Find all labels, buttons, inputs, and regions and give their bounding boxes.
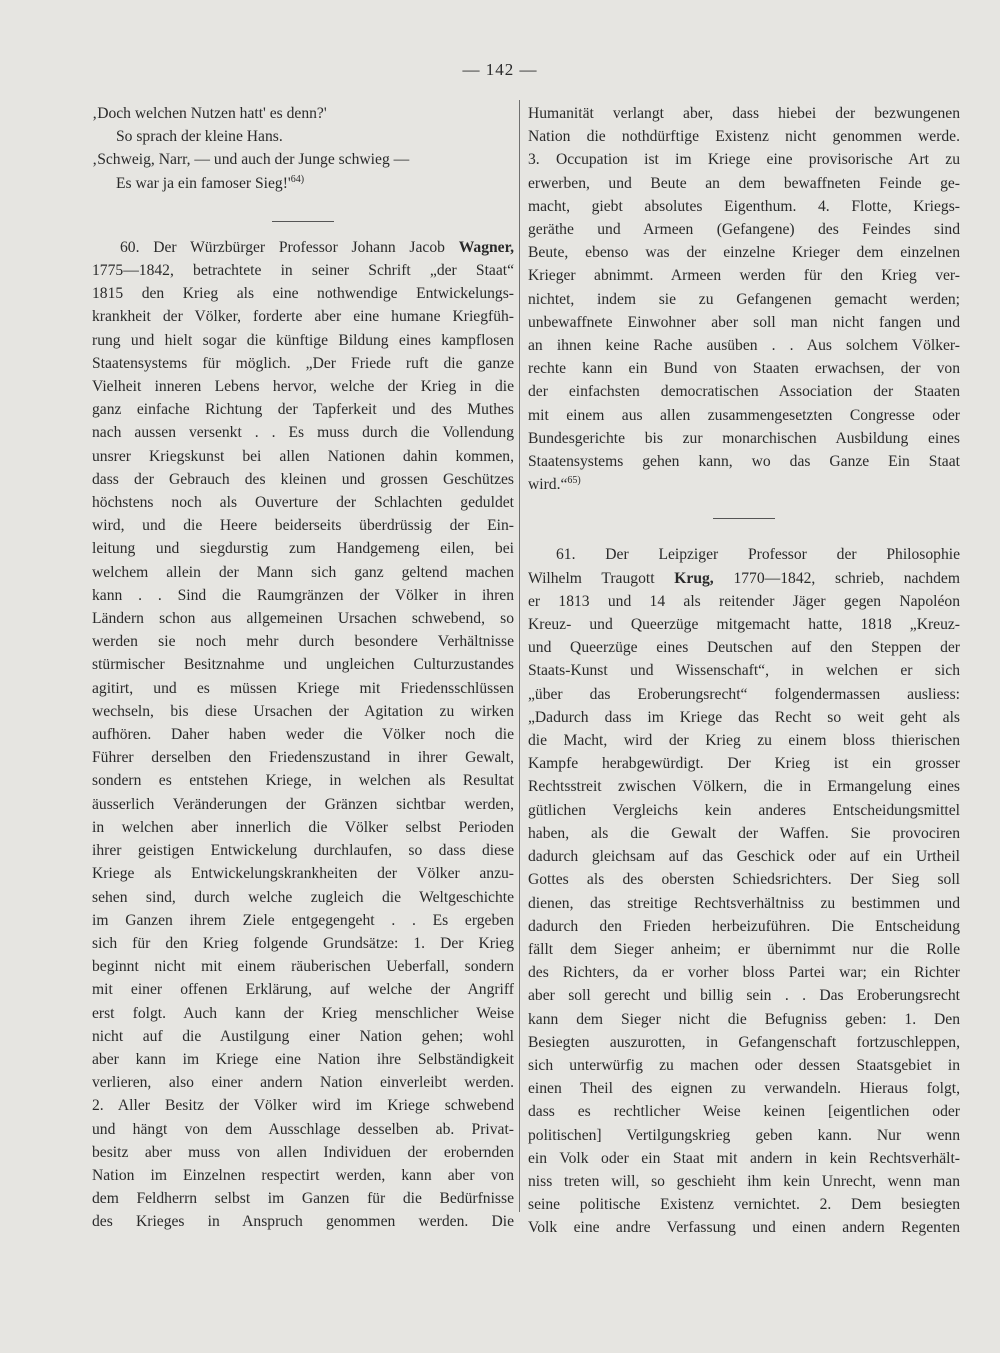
paragraph-line: 3. Occupation ist im Kriege eine provisorische Art zu (528, 151, 960, 169)
paragraph-line: krankheit der Völker, forderte aber eine humane Kriegfüh- (92, 308, 514, 326)
paragraph-line: mit einem aus allen zusammengesetzten Congresse oder (528, 406, 960, 424)
paragraph-line: Staatensystems gehen kann, wo das Ganze Ein Staat (528, 453, 960, 471)
column-divider (519, 100, 520, 1212)
paragraph-line: rechte kann ein Bund von Staaten erwachsen, der von (528, 360, 960, 378)
paragraph-lead: Wilhelm Traugott (528, 569, 655, 587)
paragraph-line: Gottes als des obersten Schiedsrichters. Der Sieg soll (528, 871, 960, 889)
paragraph-line: dass der Gebrauch des kleinen und grossen Geschützes (92, 470, 514, 488)
paragraph-61 (528, 543, 960, 1239)
paragraph-line: des Krieges in Anspruch genommen werden. Die (92, 1213, 514, 1231)
paragraph-line: leitung und siegdurstig zum Handgemeng eilen, bei (92, 540, 514, 558)
paragraph-line: dadurch gleichsam auf das Geschick oder auf ein Urtheil (528, 848, 960, 866)
paragraph-line: fällt dem Sieger anheim; er übernimmt nur die Rolle (528, 940, 960, 958)
paragraph-line: nicht auf die Austilgung einer Nation gehen; wohl (92, 1027, 514, 1045)
paragraph-line: mit einer offenen Erklärung, auf welche der Angriff (92, 981, 514, 999)
paragraph-line: macht, giebt absolutes Eigenthum. 4. Flotte, Kriegs- (528, 197, 960, 215)
paragraph-line: im Ganzen ihrem Ziele entgegengeht . . Es ergeben (92, 911, 514, 929)
paragraph-line: höchstens noch als Ouverture der Schlachten geduldet (92, 494, 514, 512)
paragraph-line: Staatensystems für möglich. „Der Friede ruft die ganze (92, 354, 514, 372)
paragraph-line: äusserlich Veränderungen der Gränzen sichtbar werden, (92, 795, 514, 813)
paragraph-line: dadurch den Frieden herbeizuführen. Die Entscheidung (528, 917, 960, 935)
paragraph-line: 1815 den Krieg als eine nothwendige Entwickelungs- (92, 285, 514, 303)
paragraph-line: dass es rechtlicher Weise keinen [eigentlichen oder (528, 1103, 960, 1121)
paragraph-line: gütlichen Vergleichs kein anderes Entscheidungsmittel (528, 801, 960, 819)
paragraph-line: Beute, ebenso was der einzelne Krieger dem einzelnen (528, 244, 960, 262)
paragraph-60-continued (528, 102, 960, 473)
paragraph-line: Rechtsstreit zwischen Völkern, die in Ermangelung eines (528, 778, 960, 796)
verse-block (92, 102, 514, 195)
paragraph-line: stürmischer Besitznahme und ungleichen Culturzustandes (92, 656, 514, 674)
paragraph-line: Ländern schon aus allgemeinen Ursachen schwebend, so (92, 610, 514, 628)
paragraph-line: unsrer Kriegskunst bei allen Nationen dahin kommen, (92, 447, 514, 465)
paragraph-line (92, 236, 514, 259)
paragraph-line: 1775—1842, betrachtete in seiner Schrift „der Staat“ (92, 262, 514, 280)
author-name: Krug, (674, 569, 714, 587)
paragraph-line: kann dem Sieger nicht die Befugniss geben: 1. Den (528, 1010, 960, 1028)
paragraph-line: der einfachsten democratischen Association der Staaten (528, 383, 960, 401)
paragraph-line: Kriege als Entwickelungskrankheiten der Völker anzu- (92, 865, 514, 883)
paragraph-line: Kampfe herabgewürdigt. Der Krieg ist ein grosser (528, 755, 960, 773)
paragraph-line: dienen, das streitige Rechtsverhältniss zu bestimmen und (528, 894, 960, 912)
paragraph-line: an ihnen keine Rache ausüben . . Aus solchem Völker- (528, 337, 960, 355)
paragraph-line: aber soll gerecht und billig sein . . Das Eroberungsrecht (528, 987, 960, 1005)
paragraph-line: Humanität verlangt aber, dass hiebei der bezwungenen (528, 105, 960, 122)
paragraph-line: ein Volk oder ein Staat mit andern in kein Rechtsverhält- (528, 1149, 960, 1167)
paragraph-line: ganz einfache Richtung der Tapferkeit und des Muthes (92, 401, 514, 419)
footnote-ref: 65) (567, 475, 581, 487)
paragraph-line: Nation die nothdürftige Existenz nicht genommen werde. (528, 128, 960, 146)
paragraph-line: Volk eine andre Verfassung und einen andern Regenten (528, 1219, 960, 1237)
verse-line: ‚Doch welchen Nutzen hatt' es denn?' (92, 105, 327, 122)
paragraph-line: 2. Aller Besitz der Völker wird im Kriege schwebend (92, 1097, 514, 1115)
paragraph-line: und Queerzüge eines Deutschen auf den Steppen der (528, 639, 960, 657)
paragraph-line: die Macht, wird der Krieg zu einem bloss thierischen (528, 732, 960, 750)
paragraph-line: kann . . Sind die Raumgränzen der Völker in ihren (92, 586, 514, 604)
paragraph-line: Krieger abnimmt. Armeen werden für den Krieg ver- (528, 267, 960, 285)
paragraph-line: agitirt, und es müssen Kriege mit Friedensschlüssen (92, 679, 514, 697)
verse-line: So sprach der kleine Hans. (116, 128, 283, 146)
paragraph-line: in welchen aber innerlich die Völker selbst Perioden (92, 818, 514, 836)
paragraph-line: verlieren, also einer andern Nation einverleibt werden. (92, 1074, 514, 1092)
paragraph-line (528, 473, 960, 496)
paragraph-line: Bundesgerichte bis zur monarchischen Ausbildung eines (528, 429, 960, 447)
section-separator (713, 518, 775, 519)
paragraph-line: politischen] Vertilgungskrieg geben kann. Nur wenn (528, 1126, 960, 1144)
paragraph-line: seine politische Existenz vernichtet. 2. Dem besiegten (528, 1196, 960, 1214)
paragraph-line: haben, als die Gewalt der Waffen. Sie provociren (528, 824, 960, 842)
paragraph-line: ihrer geistigen Entwickelung durchlaufen, so dass diese (92, 842, 514, 860)
paragraph-line: unbewaffnete Einwohner aber soll man nicht fangen und (528, 313, 960, 331)
paragraph-line: und hängt von dem Ausschlage desselben ab. Privat- (92, 1120, 514, 1138)
paragraph-line: Führer derselben den Friedenszustand in ihrer Gewalt, (92, 749, 514, 767)
paragraph-line: Staats-Kunst und Wissenschaft“, in welchen er sich (528, 662, 960, 680)
paragraph-line: 61. Der Leipziger Professor der Philosophie (556, 546, 960, 564)
paragraph-line: Besiegten auszurotten, in Gefangenschaft fortzuschleppen, (528, 1033, 960, 1051)
verse-text: Es war ja ein famoser Sieg!' (116, 174, 291, 192)
author-name: Wagner, (458, 238, 514, 256)
paragraph-line: „über das Eroberungsrecht“ folgendermassen ausliess: (528, 685, 960, 703)
paragraph-line: wird, und die Heere beiderseits überdrüssig der Ein- (92, 517, 514, 535)
paragraph-line: beginnt nicht mit einem räuberischen Ueberfall, sondern (92, 958, 514, 976)
paragraph-line: erwerben, und Beute an dem bewaffneten Feinde ge- (528, 174, 960, 192)
paragraph-line: Nation im Einzelnen respectirt werden, kann aber von (92, 1166, 514, 1184)
paragraph-line: besitz aber muss von allen Individuen der erobernden (92, 1143, 514, 1161)
paragraph-line: geräthe und Armeen (Gefangene) des Feindes sind (528, 221, 960, 239)
verse-line: ‚Schweig, Narr, — und auch der Junge schwieg — (92, 151, 410, 169)
paragraph-line: des Richters, da er vorher bloss Partei war; ein Richter (528, 964, 960, 982)
paragraph-line: nichtet, indem sie zu Gefangenen gemacht werden; (528, 290, 960, 308)
paragraph-line: aufhören. Daher haben weder die Völker noch die (92, 726, 514, 744)
paragraph-line: werden sie noch mehr durch besondere Verhältnisse (92, 633, 514, 651)
paragraph-line: sich für den Krieg folgende Grundsätze: 1. Der Krieg (92, 934, 514, 952)
paragraph-line: nach aussen versenkt . . Es muss durch die Vollendung (92, 424, 514, 442)
left-column (92, 102, 514, 1234)
paragraph-line: einen Theil des eignen zu verwandeln. Hieraus folgt, (528, 1080, 960, 1098)
paragraph-line: „Dadurch dass im Kriege das Recht so weit geht als (528, 708, 960, 726)
paragraph-line: sondern es entstehen Kriege, in welchen als Resultat (92, 772, 514, 790)
paragraph-line: erst folgt. Auch kann der Krieg menschlicher Weise (92, 1004, 514, 1022)
paragraph-60 (92, 236, 514, 1234)
page-number: — 142 — (462, 60, 538, 79)
paragraph-line: sehen sind, durch welche zugleich die Weltgeschichte (92, 888, 514, 906)
right-column (528, 102, 960, 1240)
paragraph-line: wechseln, bis diese Ursachen der Agitation zu wirken (92, 702, 514, 720)
paragraph-line: Kreuz- und Queerzüge mitgemacht hatte, 1818 „Kreuz- (528, 616, 960, 634)
paragraph-line (528, 567, 960, 590)
paragraph-line: sich unterwürfig zu machen oder dessen Staatsgebiet in (528, 1056, 960, 1074)
paragraph-line: er 1813 und 14 als reitender Jäger gegen Napoléon (528, 592, 960, 610)
verse-line (92, 172, 514, 195)
paragraph-line: welchem allein der Mann sich ganz geltend machen (92, 563, 514, 581)
paragraph-end: wird.“ (528, 476, 568, 494)
paragraph-tail: 1770—1842, schrieb, nachdem (733, 569, 960, 587)
paragraph-line: rung und hielt sogar die künftige Bildung eines kampflosen (92, 331, 514, 349)
footnote-ref: 64) (290, 173, 305, 185)
paragraph-lead: 60. Der Würzbürger Professor Johann Jacob (120, 238, 445, 256)
paragraph-line: aber kann im Kriege eine Nation ihre Selbständigkeit (92, 1050, 514, 1068)
paragraph-line: niss treten will, so geschieht ihm kein Unrecht, wenn man (528, 1172, 960, 1190)
paragraph-line: Vielheit inneren Lebens hervor, welche der Krieg in die (92, 378, 514, 396)
paragraph-line: dem Feldherrn selbst im Ganzen für die Bedürfnisse (92, 1190, 514, 1208)
section-separator (272, 221, 334, 222)
